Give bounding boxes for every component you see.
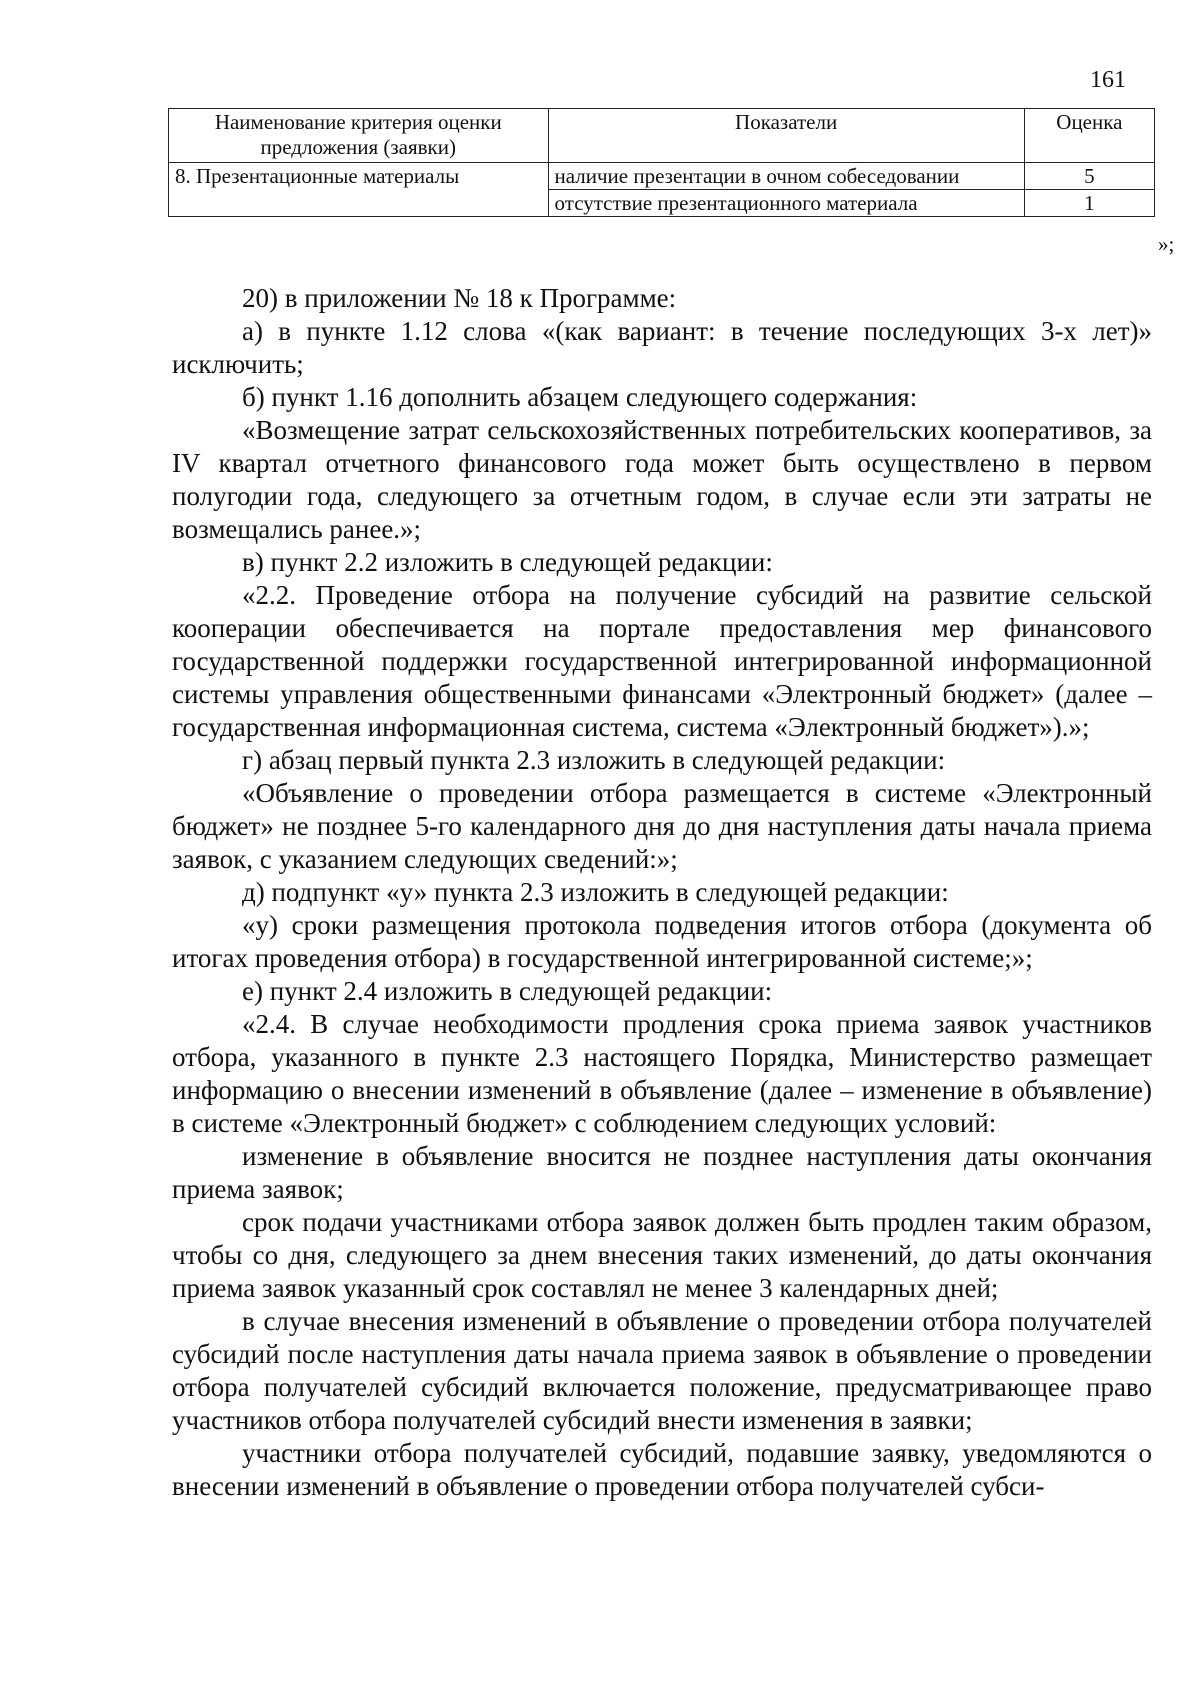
table-row <box>169 163 1155 190</box>
table-header-indicators: Показатели <box>548 109 1024 163</box>
table-header-row <box>169 109 1155 163</box>
page-number: 161 <box>1090 67 1126 93</box>
criteria-table <box>168 108 1155 217</box>
table-cell-score: 1 <box>1024 190 1154 217</box>
table-cell-indicator: отсутствие презентационного материала <box>548 190 1024 217</box>
paragraph: д) подпункт «у» пункта 2.3 изложить в следующей редакции: <box>242 877 949 907</box>
paragraph: 20) в приложении № 18 к Программе: <box>242 283 677 313</box>
paragraph: а) в пункте 1.12 слова «(как вариант: в течение последующих 3-х лет)» исключить; <box>172 316 1152 379</box>
table-closing-quote: »; <box>1158 232 1175 256</box>
paragraph: б) пункт 1.16 дополнить абзацем следующего содержания: <box>242 382 918 412</box>
paragraph: в) пункт 2.2 изложить в следующей редакции: <box>242 547 773 577</box>
paragraph: г) абзац первый пункта 2.3 изложить в следующей редакции: <box>242 745 946 775</box>
table-header-criterion: Наименование критерия оценки предложения (заявки) <box>169 109 549 163</box>
paragraph: «у) сроки размещения протокола подведения итогов отбора (документа об итогах проведения отбора) в государственной интегрированной системе;»; <box>172 910 1152 973</box>
table-header-score: Оценка <box>1024 109 1154 163</box>
paragraph: изменение в объявление вносится не позднее наступления даты окончания приема заявок; <box>172 1141 1152 1204</box>
paragraph: «Возмещение затрат сельскохозяйственных потребительских кооперативов, за IV квартал отчетного финансового года может быть осуществлено в первом полугодии года, следующего за отчетным годом, в случае если эти затраты не возмещались ранее.»; <box>172 415 1152 544</box>
paragraph: «Объявление о проведении отбора размещается в системе «Электронный бюджет» не позднее 5-го календарного дня до дня наступления даты начала приема заявок, с указанием следующих сведений:»; <box>172 778 1152 874</box>
paragraph: «2.4. В случае необходимости продления срока приема заявок участников отбора, указанного в пункте 2.3 настоящего Порядка, Министерство размещает информацию о внесении изменений в объявление (далее – изменение в объявление) в системе «Электронный бюджет» с соблюдением следующих условий: <box>172 1009 1152 1138</box>
document-body <box>172 282 1152 1503</box>
table-cell-indicator: наличие презентации в очном собеседовании <box>548 163 1024 190</box>
paragraph: в случае внесения изменений в объявление о проведении отбора получателей субсидий после наступления даты начала приема заявок в объявление о проведении отбора получателей субсидий включается положение, предусматривающее право участников отбора получателей субсидий внести изменения в заявки; <box>172 1306 1152 1435</box>
paragraph: е) пункт 2.4 изложить в следующей редакции: <box>242 976 773 1006</box>
paragraph: срок подачи участниками отбора заявок должен быть продлен таким образом, чтобы со дня, следующего за днем внесения таких изменений, до даты окончания приема заявок указанный срок составлял не менее 3 календарных дней; <box>172 1207 1152 1303</box>
paragraph: «2.2. Проведение отбора на получение субсидий на развитие сельской кооперации обеспечивается на портале предоставления мер финансового государственной поддержки государственной интегрированной информационной системы управления общественными финансами «Электронный бюджет» (далее – государственная информационная система, система «Электронный бюджет»).»; <box>172 580 1152 742</box>
table-cell-criterion: 8. Презентационные материалы <box>169 163 549 217</box>
paragraph: участники отбора получателей субсидий, подавшие заявку, уведомляются о внесении изменений в объявление о проведении отбора получателей субси- <box>172 1438 1152 1501</box>
table-cell-score: 5 <box>1024 163 1154 190</box>
